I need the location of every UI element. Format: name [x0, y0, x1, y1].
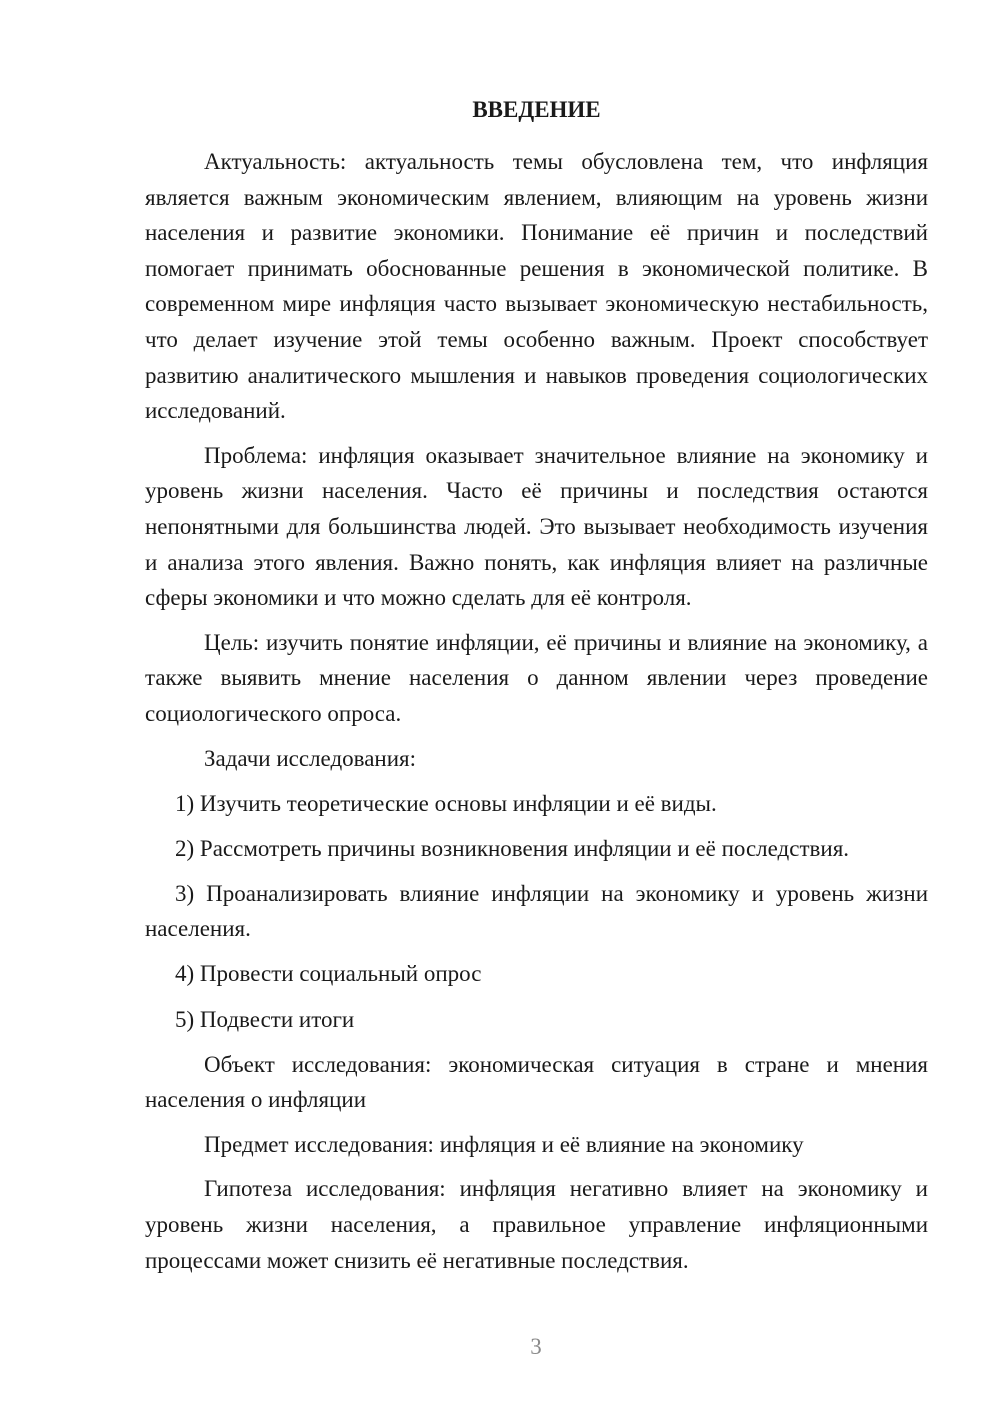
task-item: 4) Провести социальный опрос [175, 961, 482, 987]
paragraph-object: Объект исследования: экономическая ситуация в стране и мнения населения о инфляции [145, 1051, 928, 1113]
task-item: 3) Проанализировать влияние инфляции на экономику и уровень жизни населения. [145, 880, 928, 942]
page-content [145, 94, 928, 1287]
paragraph-problem: Проблема: инфляция оказывает значительное влияние на экономику и уровень жизни населения. Часто её причины и последствия остаются непонятными для большинства людей. Это вызывает необходимость изучения и анализа этого явления. Важно понять, как инфляция влияет на различные сферы экономики и что можно сделать для её контроля. [145, 442, 928, 611]
paragraph-relevance: Актуальность: актуальность темы обусловлена тем, что инфляция является важным экономическим явлением, влияющим на уровень жизни населения и развитие экономики. Понимание её причин и последствий помогает принимать обоснованные решения в экономической политике. В современном мире инфляция часто вызывает экономическую нестабильность, что делает изучение этой темы особенно важным. Проект способствует развитию аналитического мышления и навыков проведения социологических исследований. [145, 149, 928, 424]
task-item: 1) Изучить теоретические основы инфляции и её виды. [175, 790, 717, 816]
paragraph-hypothesis: Гипотеза исследования: инфляция негативно влияет на экономику и уровень жизни населения, а правильное управление инфляционными процессами может снизить её негативные последствия. [145, 1176, 928, 1273]
task-item: 5) Подвести итоги [175, 1006, 355, 1032]
paragraph-subject: Предмет исследования: инфляция и её влияние на экономику [204, 1131, 804, 1157]
tasks-title: Задачи исследования: [204, 745, 417, 771]
paragraph-goal: Цель: изучить понятие инфляции, её причины и влияние на экономику, а также выявить мнение населения о данном явлении через проведение социологического опроса. [145, 629, 928, 726]
task-item: 2) Рассмотреть причины возникновения инфляции и её последствия. [175, 835, 850, 861]
page-number: 3 [530, 1334, 542, 1359]
section-heading: ВВЕДЕНИЕ [472, 97, 601, 122]
